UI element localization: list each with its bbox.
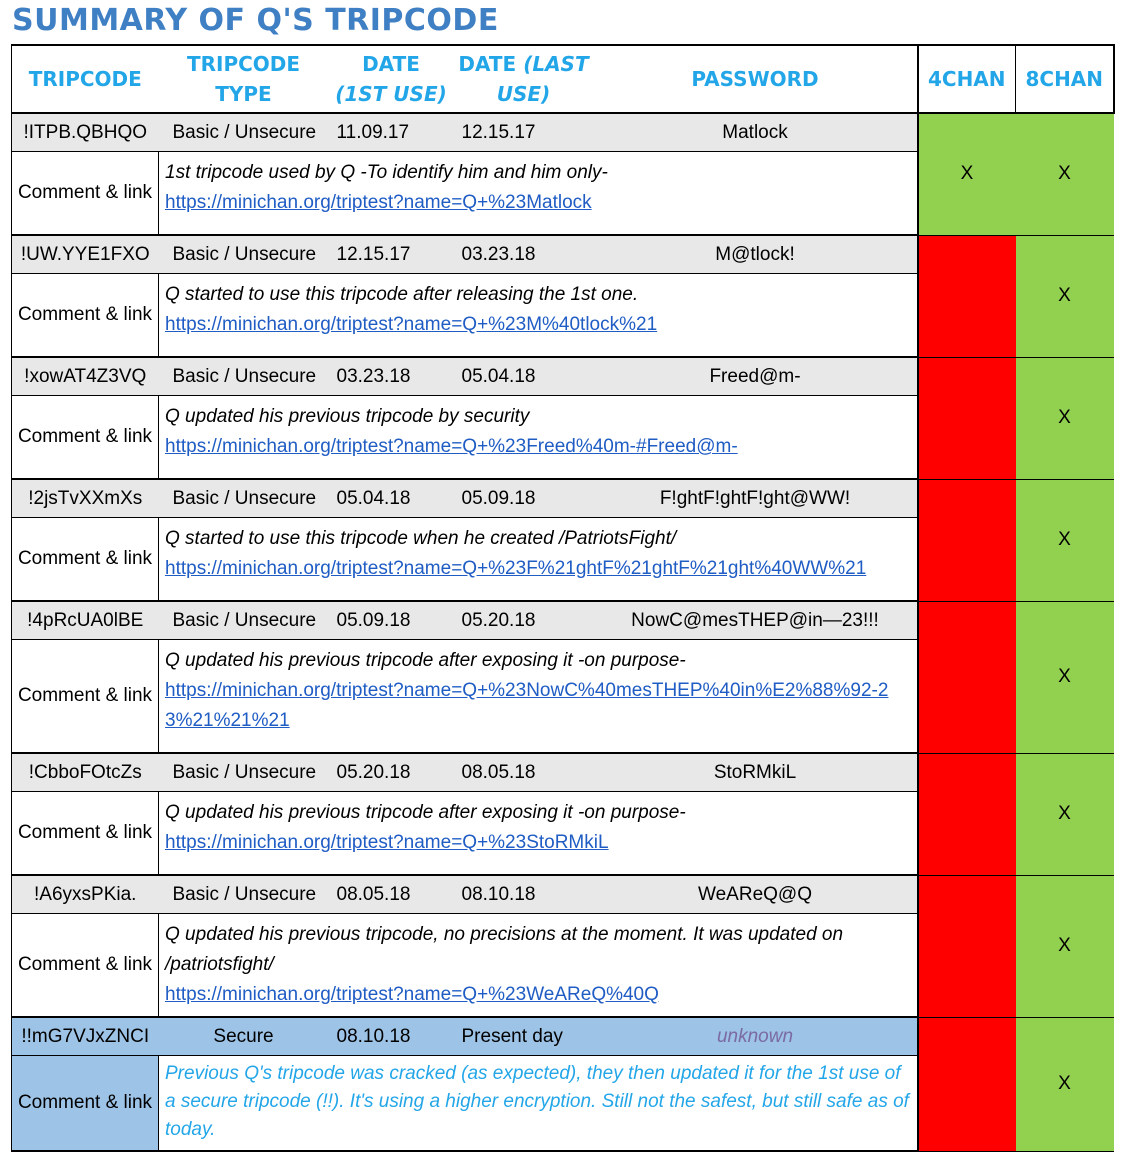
8chan-cell: X — [1016, 1017, 1114, 1151]
date-last-cell: 05.09.18 — [454, 479, 594, 518]
tripcode-link[interactable]: https://minichan.org/triptest?name=Q+%23Freed%40m-#Freed@m- — [165, 436, 738, 457]
type-cell: Secure — [159, 1017, 329, 1056]
date-first-cell: 11.09.17 — [329, 113, 454, 152]
table-row — [12, 875, 1114, 914]
comment-cell — [159, 914, 918, 1018]
header-date-last: DATE (LAST USE) — [454, 45, 594, 113]
comment-text: Q updated his previous tripcode after exposing it -on purpose- — [165, 802, 686, 823]
comment-cell — [159, 640, 918, 754]
comment-label: Comment & link — [12, 396, 159, 480]
table-row — [12, 113, 1114, 152]
8chan-cell: X — [1016, 601, 1114, 753]
header-password: PASSWORD — [594, 45, 918, 113]
date-last-cell: Present day — [454, 1017, 594, 1056]
date-first-cell: 08.10.18 — [329, 1017, 454, 1056]
4chan-cell — [918, 235, 1016, 357]
comment-cell — [159, 1056, 918, 1152]
date-first-cell: 08.05.18 — [329, 875, 454, 914]
password-cell: WeAReQ@Q — [594, 875, 918, 914]
comment-label: Comment & link — [12, 792, 159, 876]
comment-text: Q updated his previous tripcode by security — [165, 406, 530, 427]
date-first-cell: 05.04.18 — [329, 479, 454, 518]
4chan-cell — [918, 479, 1016, 601]
date-last-cell: 05.20.18 — [454, 601, 594, 640]
tripcode-cell: !UW.YYE1FXO — [12, 235, 159, 274]
type-cell: Basic / Unsecure — [159, 235, 329, 274]
password-cell: M@tlock! — [594, 235, 918, 274]
date-last-cell: 03.23.18 — [454, 235, 594, 274]
table-row — [12, 479, 1114, 518]
type-cell: Basic / Unsecure — [159, 875, 329, 914]
tripcode-link[interactable]: https://minichan.org/triptest?name=Q+%23WeAReQ%40Q — [165, 984, 659, 1005]
tripcode-cell: !A6yxsPKia. — [12, 875, 159, 914]
4chan-cell — [918, 875, 1016, 1017]
date-first-cell: 12.15.17 — [329, 235, 454, 274]
comment-text: Q updated his previous tripcode, no precisions at the moment. It was updated on /patriotsfight/ — [165, 924, 844, 975]
tripcode-cell: !2jsTvXXmXs — [12, 479, 159, 518]
type-cell: Basic / Unsecure — [159, 753, 329, 792]
type-cell: Basic / Unsecure — [159, 601, 329, 640]
tripcode-link[interactable]: https://minichan.org/triptest?name=Q+%23F%21ghtF%21ghtF%21ght%40WW%21 — [165, 558, 867, 579]
header-tripcode: TRIPCODE — [12, 45, 159, 113]
8chan-cell: X — [1016, 113, 1114, 235]
table-row — [12, 753, 1114, 792]
password-cell: F!ghtF!ghtF!ght@WW! — [594, 479, 918, 518]
date-last-cell: 05.04.18 — [454, 357, 594, 396]
password-cell: Freed@m- — [594, 357, 918, 396]
comment-cell — [159, 396, 918, 480]
4chan-cell — [918, 1017, 1016, 1151]
type-cell: Basic / Unsecure — [159, 479, 329, 518]
tripcode-cell: !4pRcUA0lBE — [12, 601, 159, 640]
tripcode-link[interactable]: https://minichan.org/triptest?name=Q+%23NowC%40mesTHEP%40in%E2%88%92-23%21%21%21 — [165, 680, 889, 731]
comment-label: Comment & link — [12, 1056, 159, 1152]
tripcode-cell: !ITPB.QBHQO — [12, 113, 159, 152]
header-type: TRIPCODE TYPE — [159, 45, 329, 113]
comment-text: Q started to use this tripcode when he created /PatriotsFight/ — [165, 528, 677, 549]
8chan-cell: X — [1016, 753, 1114, 875]
date-last-cell: 08.10.18 — [454, 875, 594, 914]
header-date-first: DATE (1ST USE) — [329, 45, 454, 113]
date-first-cell: 05.20.18 — [329, 753, 454, 792]
password-cell: Matlock — [594, 113, 918, 152]
header-8chan: 8CHAN — [1016, 45, 1114, 113]
date-last-cell: 08.05.18 — [454, 753, 594, 792]
table-row — [12, 601, 1114, 640]
comment-cell — [159, 518, 918, 602]
4chan-cell: X — [918, 113, 1016, 235]
header-4chan: 4CHAN — [918, 45, 1016, 113]
header-row — [12, 45, 1114, 113]
date-last-cell: 12.15.17 — [454, 113, 594, 152]
tripcode-cell: !!mG7VJxZNCI — [12, 1017, 159, 1056]
type-cell: Basic / Unsecure — [159, 357, 329, 396]
tripcode-link[interactable]: https://minichan.org/triptest?name=Q+%23Matlock — [165, 192, 592, 213]
tripcode-link[interactable]: https://minichan.org/triptest?name=Q+%23StoRMkiL — [165, 832, 609, 853]
password-cell: StoRMkiL — [594, 753, 918, 792]
table-row — [12, 235, 1114, 274]
4chan-cell — [918, 601, 1016, 753]
tripcode-cell: !CbboFOtcZs — [12, 753, 159, 792]
tripcode-table — [11, 44, 1115, 1152]
comment-text: Q updated his previous tripcode after exposing it -on purpose- — [165, 650, 686, 671]
comment-cell — [159, 274, 918, 358]
comment-label: Comment & link — [12, 274, 159, 358]
4chan-cell — [918, 357, 1016, 479]
comment-text: Previous Q's tripcode was cracked (as expected), they then updated it for the 1st use of a secure tripcode (!!). It's using a higher encryption. Still not the safest, but still safe as of today. — [165, 1063, 909, 1140]
comment-label: Comment & link — [12, 914, 159, 1018]
password-unknown: unknown — [716, 1025, 794, 1047]
table-row — [12, 357, 1114, 396]
password-cell — [594, 1017, 918, 1056]
comment-text: Q started to use this tripcode after releasing the 1st one. — [165, 284, 639, 305]
comment-label: Comment & link — [12, 640, 159, 754]
type-cell: Basic / Unsecure — [159, 113, 329, 152]
8chan-cell: X — [1016, 235, 1114, 357]
tripcode-cell: !xowAT4Z3VQ — [12, 357, 159, 396]
4chan-cell — [918, 753, 1016, 875]
comment-label: Comment & link — [12, 152, 159, 236]
date-first-cell: 03.23.18 — [329, 357, 454, 396]
8chan-cell: X — [1016, 479, 1114, 601]
table-row-secure — [12, 1017, 1114, 1056]
tripcode-link[interactable]: https://minichan.org/triptest?name=Q+%23M%40tlock%21 — [165, 314, 658, 335]
comment-text: 1st tripcode used by Q -To identify him and him only- — [165, 162, 608, 183]
comment-label: Comment & link — [12, 518, 159, 602]
8chan-cell: X — [1016, 875, 1114, 1017]
comment-cell — [159, 152, 918, 236]
date-first-cell: 05.09.18 — [329, 601, 454, 640]
password-cell: NowC@mesTHEP@in—23!!! — [594, 601, 918, 640]
8chan-cell: X — [1016, 357, 1114, 479]
comment-cell — [159, 792, 918, 876]
page-title: SUMMARY OF Q'S TRIPCODE — [12, 3, 499, 38]
